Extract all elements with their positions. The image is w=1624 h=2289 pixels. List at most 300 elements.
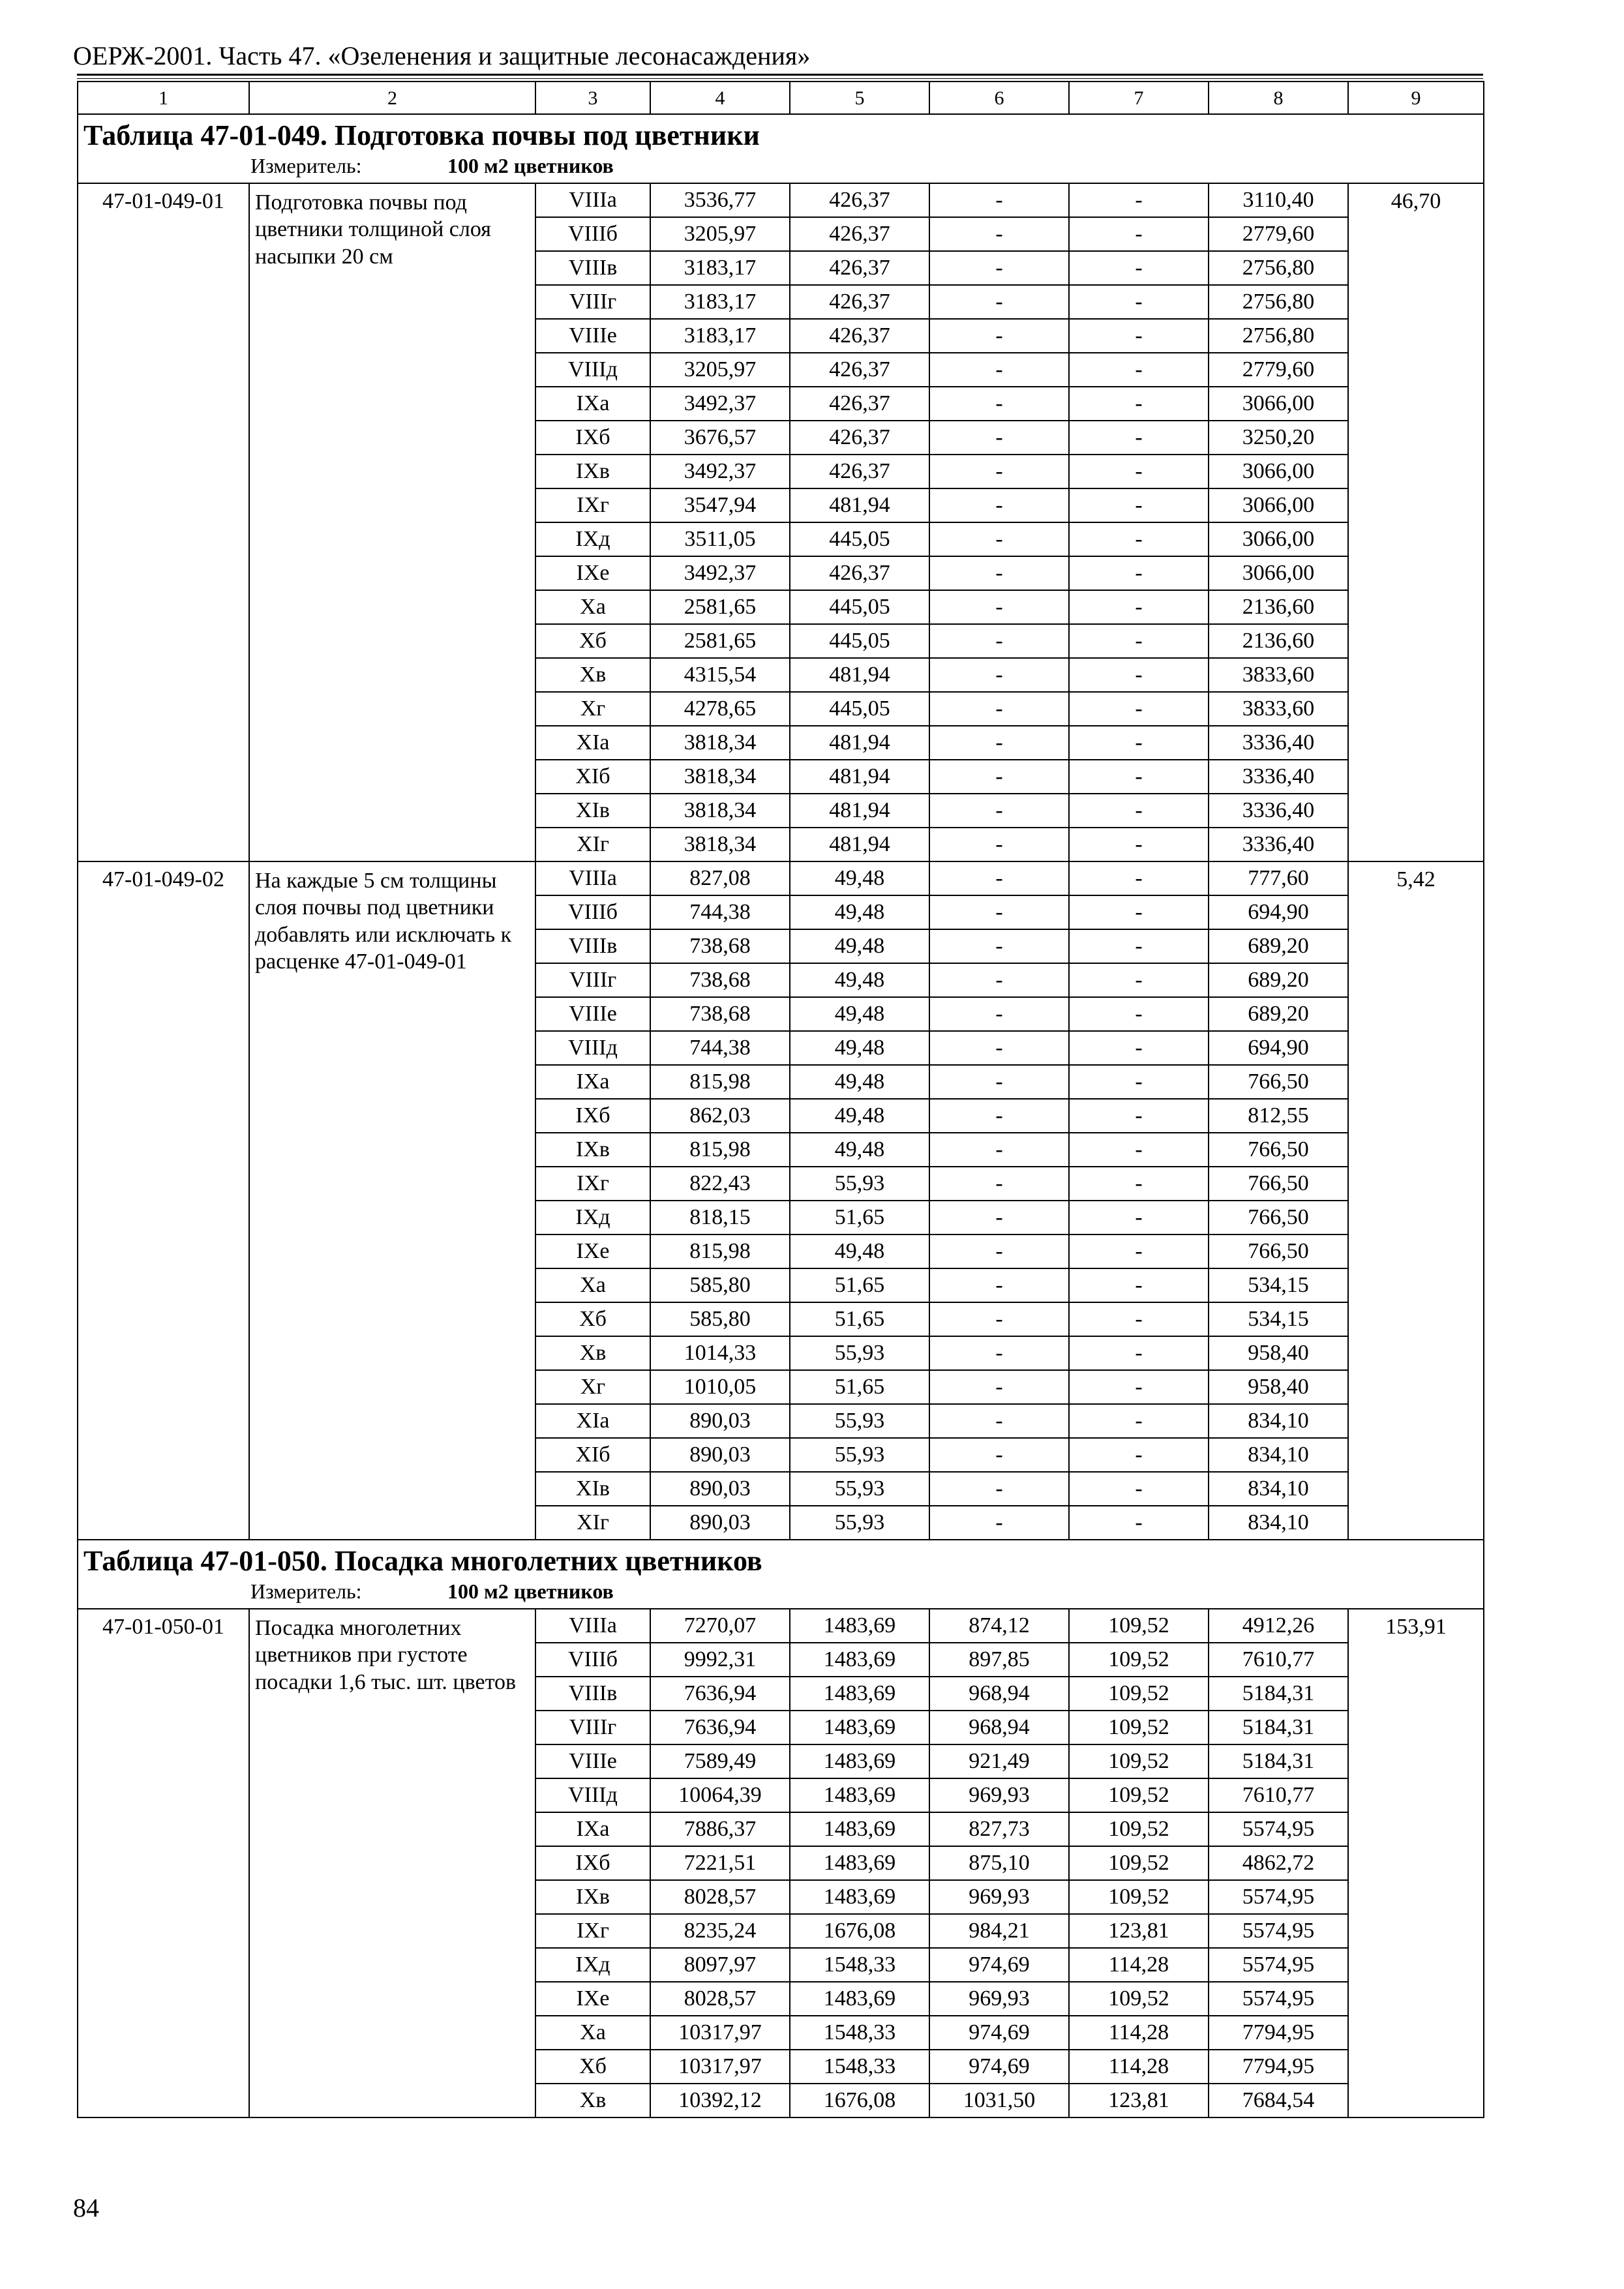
cost-value: 1483,69 [790, 1778, 929, 1812]
cost-value: - [1069, 1234, 1209, 1268]
cost-value: 834,10 [1209, 1438, 1348, 1472]
cost-value: 3183,17 [650, 285, 790, 319]
cost-value: 3547,94 [650, 488, 790, 522]
rate-description: Подготовка почвы под цветники толщиной слоя насыпки 20 см [249, 183, 535, 861]
cost-value: - [929, 760, 1069, 794]
cost-value: 426,37 [790, 353, 929, 387]
cost-value: 738,68 [650, 929, 790, 963]
cost-value: 1010,05 [650, 1370, 790, 1404]
zone-category: Xа [535, 590, 650, 624]
cost-value: 445,05 [790, 692, 929, 726]
zone-category: IXв [535, 455, 650, 488]
cost-value: 2581,65 [650, 624, 790, 658]
cost-value: 426,37 [790, 285, 929, 319]
cost-value: - [1069, 1099, 1209, 1133]
cost-value: - [929, 828, 1069, 861]
zone-category: VIIIа [535, 861, 650, 895]
cost-value: 7636,94 [650, 1677, 790, 1711]
table-title: Таблица 47-01-049. Подготовка почвы под цветники [78, 114, 1484, 155]
cost-value: 2136,60 [1209, 624, 1348, 658]
cost-value: 49,48 [790, 997, 929, 1031]
cost-value: 109,52 [1069, 1711, 1209, 1744]
cost-value: 55,93 [790, 1472, 929, 1506]
zone-category: Xг [535, 692, 650, 726]
cost-value: - [1069, 929, 1209, 963]
cost-value: - [929, 217, 1069, 251]
zone-category: Xа [535, 2016, 650, 2050]
cost-value: 766,50 [1209, 1234, 1348, 1268]
cost-value: 585,80 [650, 1268, 790, 1302]
cost-value: - [1069, 1133, 1209, 1167]
cost-value: - [1069, 1438, 1209, 1472]
cost-value: - [929, 1506, 1069, 1540]
cost-value: - [929, 1133, 1069, 1167]
cost-value: - [1069, 590, 1209, 624]
cost-value: 1483,69 [790, 1744, 929, 1778]
zone-category: VIIIв [535, 251, 650, 285]
cost-value: 1014,33 [650, 1336, 790, 1370]
table-row [78, 1609, 1484, 1643]
cost-value: 3183,17 [650, 251, 790, 285]
cost-value: 818,15 [650, 1201, 790, 1234]
cost-value: - [1069, 353, 1209, 387]
cost-value: - [929, 1201, 1069, 1234]
cost-value: 969,93 [929, 1982, 1069, 2016]
cost-value: 7794,95 [1209, 2016, 1348, 2050]
cost-value: 1483,69 [790, 1711, 929, 1744]
cost-value: 481,94 [790, 794, 929, 828]
cost-value: 694,90 [1209, 1031, 1348, 1065]
zone-category: IXб [535, 1846, 650, 1880]
cost-value: 123,81 [1069, 1914, 1209, 1948]
cost-value: 2136,60 [1209, 590, 1348, 624]
cost-value: 890,03 [650, 1404, 790, 1438]
cost-value: 744,38 [650, 895, 790, 929]
zone-category: Xв [535, 1336, 650, 1370]
cost-value: - [929, 997, 1069, 1031]
cost-value: 109,52 [1069, 1609, 1209, 1643]
rate-description: Посадка многолетних цветников при густоте посадки 1,6 тыс. шт. цветов [249, 1609, 535, 2117]
column-number: 6 [929, 82, 1069, 114]
cost-value: 921,49 [929, 1744, 1069, 1778]
cost-value: - [929, 1472, 1069, 1506]
zone-category: Xб [535, 1302, 650, 1336]
cost-value: - [1069, 895, 1209, 929]
cost-value: 1483,69 [790, 1812, 929, 1846]
cost-value: - [1069, 1506, 1209, 1540]
cost-value: 3066,00 [1209, 488, 1348, 522]
cost-value: 49,48 [790, 963, 929, 997]
cost-value: - [929, 556, 1069, 590]
cost-value: 5574,95 [1209, 1948, 1348, 1982]
cost-value: 689,20 [1209, 963, 1348, 997]
cost-value: - [1069, 1268, 1209, 1302]
zone-category: XIв [535, 1472, 650, 1506]
cost-value: 481,94 [790, 828, 929, 861]
zone-category: IXд [535, 1201, 650, 1234]
zone-category: IXг [535, 488, 650, 522]
cost-value: 109,52 [1069, 1744, 1209, 1778]
cost-value: 5574,95 [1209, 1982, 1348, 2016]
cost-value: 534,15 [1209, 1268, 1348, 1302]
cost-value: 958,40 [1209, 1370, 1348, 1404]
cost-value: - [1069, 760, 1209, 794]
cost-value: 766,50 [1209, 1133, 1348, 1167]
cost-value: 49,48 [790, 929, 929, 963]
page-number: 84 [73, 2193, 99, 2222]
zone-category: XIб [535, 1438, 650, 1472]
cost-value: 3818,34 [650, 828, 790, 861]
zone-category: IXв [535, 1133, 650, 1167]
cost-value: 51,65 [790, 1370, 929, 1404]
cost-value: - [929, 488, 1069, 522]
zone-category: IXг [535, 1914, 650, 1948]
measure-value: 100 м2 цветников [447, 1580, 614, 1603]
cost-value: 4315,54 [650, 658, 790, 692]
cost-value: 7589,49 [650, 1744, 790, 1778]
cost-value: 1676,08 [790, 2084, 929, 2117]
cost-value: 426,37 [790, 217, 929, 251]
cost-value: 1031,50 [929, 2084, 1069, 2117]
cost-value: 3818,34 [650, 726, 790, 760]
cost-value: - [1069, 251, 1209, 285]
cost-value: 969,93 [929, 1778, 1069, 1812]
cost-value: - [1069, 1031, 1209, 1065]
cost-value: 426,37 [790, 387, 929, 421]
cost-value: - [1069, 455, 1209, 488]
cost-value: - [1069, 692, 1209, 726]
cost-value: 1548,33 [790, 1948, 929, 1982]
cost-value: 890,03 [650, 1438, 790, 1472]
cost-value: 3110,40 [1209, 183, 1348, 217]
cost-value: - [1069, 726, 1209, 760]
cost-value: - [1069, 421, 1209, 455]
cost-value: 8028,57 [650, 1880, 790, 1914]
cost-value: - [1069, 217, 1209, 251]
cost-value: - [1069, 1336, 1209, 1370]
cost-value: 766,50 [1209, 1065, 1348, 1099]
cost-value: 7221,51 [650, 1846, 790, 1880]
cost-value: 4862,72 [1209, 1846, 1348, 1880]
measure-label: Измеритель: [250, 155, 362, 177]
cost-value: 7684,54 [1209, 2084, 1348, 2117]
cost-value: - [1069, 1201, 1209, 1234]
zone-category: VIIIг [535, 1711, 650, 1744]
cost-value: 49,48 [790, 1133, 929, 1167]
cost-value: 3492,37 [650, 387, 790, 421]
cost-value: 8028,57 [650, 1982, 790, 2016]
cost-value: 968,94 [929, 1711, 1069, 1744]
cost-value: 738,68 [650, 963, 790, 997]
cost-value: 2779,60 [1209, 217, 1348, 251]
cost-value: 974,69 [929, 1948, 1069, 1982]
cost-value: 114,28 [1069, 2050, 1209, 2084]
cost-value: 3066,00 [1209, 556, 1348, 590]
labor-total: 5,42 [1348, 861, 1484, 1540]
cost-value: - [929, 387, 1069, 421]
rate-code: 47-01-050-01 [78, 1609, 249, 2117]
cost-value: 3336,40 [1209, 726, 1348, 760]
zone-category: VIIIа [535, 183, 650, 217]
cost-value: 109,52 [1069, 1846, 1209, 1880]
cost-value: - [1069, 1370, 1209, 1404]
zone-category: VIIIд [535, 353, 650, 387]
cost-value: - [929, 522, 1069, 556]
zone-category: Xв [535, 2084, 650, 2117]
cost-value: 1548,33 [790, 2050, 929, 2084]
cost-value: 51,65 [790, 1268, 929, 1302]
cost-value: 9992,31 [650, 1643, 790, 1677]
cost-value: 4278,65 [650, 692, 790, 726]
zone-category: IXг [535, 1167, 650, 1201]
cost-value: 822,43 [650, 1167, 790, 1201]
cost-value: 481,94 [790, 760, 929, 794]
cost-value: - [929, 794, 1069, 828]
table-title-row [78, 114, 1484, 155]
zone-category: IXа [535, 1812, 650, 1846]
cost-value: - [929, 861, 1069, 895]
zone-category: IXд [535, 522, 650, 556]
cost-value: 55,93 [790, 1336, 929, 1370]
cost-value: - [1069, 1404, 1209, 1438]
table-row [78, 183, 1484, 217]
cost-value: 1483,69 [790, 1609, 929, 1643]
cost-value: - [1069, 1065, 1209, 1099]
cost-value: 7794,95 [1209, 2050, 1348, 2084]
cost-value: 3833,60 [1209, 658, 1348, 692]
cost-value: 4912,26 [1209, 1609, 1348, 1643]
column-number: 1 [78, 82, 249, 114]
cost-value: - [929, 353, 1069, 387]
cost-value: 1483,69 [790, 1677, 929, 1711]
cost-value: 51,65 [790, 1302, 929, 1336]
cost-value: 55,93 [790, 1438, 929, 1472]
cost-value: 8097,97 [650, 1948, 790, 1982]
cost-value: 2779,60 [1209, 353, 1348, 387]
cost-value: 890,03 [650, 1472, 790, 1506]
cost-value: 426,37 [790, 319, 929, 353]
cost-value: 109,52 [1069, 1880, 1209, 1914]
zone-category: VIIIв [535, 929, 650, 963]
cost-value: - [1069, 828, 1209, 861]
cost-value: - [1069, 1302, 1209, 1336]
cost-value: 481,94 [790, 726, 929, 760]
zone-category: VIIIе [535, 319, 650, 353]
header-rule-thin [77, 78, 1483, 79]
cost-value: - [1069, 997, 1209, 1031]
running-header: ОЕРЖ-2001. Часть 47. «Озеленения и защитные лесонасаждения» [73, 41, 811, 70]
measure-cell [78, 1580, 1484, 1609]
cost-value: 8235,24 [650, 1914, 790, 1948]
measure-row [78, 155, 1484, 183]
zone-category: XIб [535, 760, 650, 794]
cost-value: 51,65 [790, 1201, 929, 1234]
cost-value: - [929, 285, 1069, 319]
cost-value: 1483,69 [790, 1880, 929, 1914]
cost-value: 874,12 [929, 1609, 1069, 1643]
cost-value: - [929, 929, 1069, 963]
cost-value: 5574,95 [1209, 1812, 1348, 1846]
zone-category: IXа [535, 387, 650, 421]
cost-value: - [929, 1404, 1069, 1438]
cost-value: 3536,77 [650, 183, 790, 217]
cost-value: 114,28 [1069, 1948, 1209, 1982]
zone-category: IXа [535, 1065, 650, 1099]
cost-value: 738,68 [650, 997, 790, 1031]
cost-value: 827,73 [929, 1812, 1069, 1846]
zone-category: IXе [535, 1234, 650, 1268]
cost-value: - [929, 590, 1069, 624]
cost-value: 109,52 [1069, 1778, 1209, 1812]
cost-value: - [1069, 861, 1209, 895]
cost-value: 2756,80 [1209, 251, 1348, 285]
cost-value: 974,69 [929, 2050, 1069, 2084]
cost-value: - [1069, 522, 1209, 556]
cost-value: 7270,07 [650, 1609, 790, 1643]
cost-value: 7610,77 [1209, 1643, 1348, 1677]
cost-value: - [1069, 387, 1209, 421]
column-number: 8 [1209, 82, 1348, 114]
cost-value: 3183,17 [650, 319, 790, 353]
cost-value: 445,05 [790, 624, 929, 658]
rate-description: На каждые 5 см толщины слоя почвы под цветники добавлять или исключать к расценке 47-01-049-01 [249, 861, 535, 1540]
cost-value: - [929, 726, 1069, 760]
cost-value: 10317,97 [650, 2016, 790, 2050]
header-rule [77, 74, 1483, 76]
rates-table [77, 81, 1484, 2118]
rate-code: 47-01-049-02 [78, 861, 249, 1540]
cost-value: 766,50 [1209, 1167, 1348, 1201]
labor-total: 153,91 [1348, 1609, 1484, 2117]
cost-value: - [1069, 624, 1209, 658]
cost-value: - [1069, 319, 1209, 353]
cost-value: 3492,37 [650, 455, 790, 488]
zone-category: XIа [535, 1404, 650, 1438]
cost-value: 426,37 [790, 556, 929, 590]
cost-value: 897,85 [929, 1643, 1069, 1677]
zone-category: VIIIг [535, 285, 650, 319]
cost-value: 890,03 [650, 1506, 790, 1540]
cost-value: - [929, 1438, 1069, 1472]
cost-value: 3336,40 [1209, 760, 1348, 794]
cost-value: 10392,12 [650, 2084, 790, 2117]
cost-value: - [929, 251, 1069, 285]
cost-value: - [929, 1302, 1069, 1336]
cost-value: 2756,80 [1209, 285, 1348, 319]
cost-value: 744,38 [650, 1031, 790, 1065]
cost-value: 534,15 [1209, 1302, 1348, 1336]
cost-value: - [1069, 285, 1209, 319]
cost-value: - [929, 1336, 1069, 1370]
measure-label: Измеритель: [250, 1580, 362, 1603]
cost-value: 109,52 [1069, 1643, 1209, 1677]
cost-value: 1483,69 [790, 1643, 929, 1677]
table-title-row [78, 1540, 1484, 1580]
cost-value: 426,37 [790, 251, 929, 285]
cost-value: 445,05 [790, 522, 929, 556]
cost-value: 55,93 [790, 1167, 929, 1201]
cost-value: - [929, 1167, 1069, 1201]
cost-value: - [1069, 963, 1209, 997]
cost-value: 7886,37 [650, 1812, 790, 1846]
measure-row [78, 1580, 1484, 1609]
cost-value: 10317,97 [650, 2050, 790, 2084]
cost-value: - [929, 963, 1069, 997]
cost-value: 958,40 [1209, 1336, 1348, 1370]
cost-value: 862,03 [650, 1099, 790, 1133]
zone-category: Xа [535, 1268, 650, 1302]
cost-value: - [929, 1099, 1069, 1133]
cost-value: - [929, 1031, 1069, 1065]
cost-value: 109,52 [1069, 1812, 1209, 1846]
cost-value: - [929, 895, 1069, 929]
cost-value: 49,48 [790, 895, 929, 929]
zone-category: IXб [535, 421, 650, 455]
zone-category: VIIIа [535, 1609, 650, 1643]
cost-value: 7610,77 [1209, 1778, 1348, 1812]
cost-value: 55,93 [790, 1404, 929, 1438]
cost-value: 766,50 [1209, 1201, 1348, 1234]
cost-value: 5574,95 [1209, 1880, 1348, 1914]
cost-value: 109,52 [1069, 1677, 1209, 1711]
cost-value: 3066,00 [1209, 522, 1348, 556]
rate-code: 47-01-049-01 [78, 183, 249, 861]
zone-category: VIIIб [535, 895, 650, 929]
cost-value: 114,28 [1069, 2016, 1209, 2050]
cost-value: - [1069, 183, 1209, 217]
cost-value: 7636,94 [650, 1711, 790, 1744]
cost-value: 3336,40 [1209, 828, 1348, 861]
cost-value: 49,48 [790, 1099, 929, 1133]
cost-value: - [929, 658, 1069, 692]
zone-category: Xб [535, 2050, 650, 2084]
cost-value: 445,05 [790, 590, 929, 624]
cost-value: - [929, 1234, 1069, 1268]
cost-value: 3511,05 [650, 522, 790, 556]
zone-category: VIIIе [535, 1744, 650, 1778]
column-number-row [78, 82, 1484, 114]
cost-value: 2756,80 [1209, 319, 1348, 353]
cost-value: 689,20 [1209, 997, 1348, 1031]
cost-value: 426,37 [790, 183, 929, 217]
zone-category: Xб [535, 624, 650, 658]
cost-value: 827,08 [650, 861, 790, 895]
cost-value: 875,10 [929, 1846, 1069, 1880]
cost-value: 815,98 [650, 1065, 790, 1099]
cost-value: - [929, 1268, 1069, 1302]
cost-value: 123,81 [1069, 2084, 1209, 2117]
zone-category: XIг [535, 828, 650, 861]
cost-value: 1676,08 [790, 1914, 929, 1948]
cost-value: - [1069, 794, 1209, 828]
cost-value: 968,94 [929, 1677, 1069, 1711]
cost-value: 3818,34 [650, 760, 790, 794]
cost-value: - [1069, 556, 1209, 590]
cost-value: - [1069, 1472, 1209, 1506]
cost-value: 426,37 [790, 421, 929, 455]
column-number: 2 [249, 82, 535, 114]
cost-value: 49,48 [790, 861, 929, 895]
cost-value: 10064,39 [650, 1778, 790, 1812]
cost-value: 3066,00 [1209, 455, 1348, 488]
column-number: 5 [790, 82, 929, 114]
zone-category: VIIIб [535, 1643, 650, 1677]
column-number: 3 [535, 82, 650, 114]
cost-value: 974,69 [929, 2016, 1069, 2050]
cost-value: 5574,95 [1209, 1914, 1348, 1948]
cost-value: 481,94 [790, 658, 929, 692]
cost-value: 694,90 [1209, 895, 1348, 929]
